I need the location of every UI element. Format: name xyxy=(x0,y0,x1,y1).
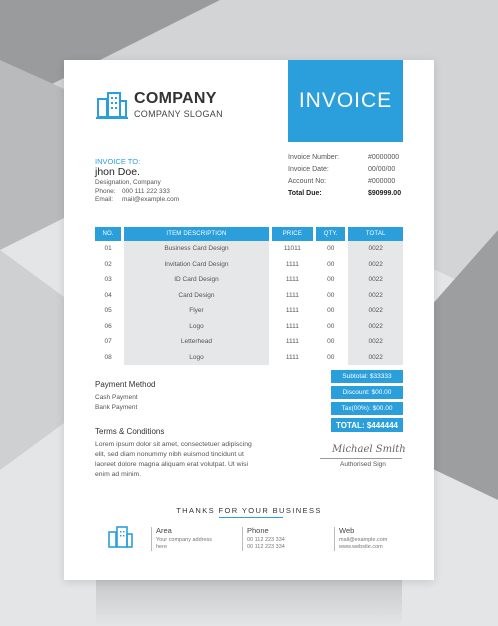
header-description: ITEM DESCRIPTION xyxy=(124,227,268,241)
table-row xyxy=(95,241,403,257)
building-logo-icon xyxy=(96,91,128,119)
footer-phone-title: Phone xyxy=(247,526,269,535)
row-price: 1111 xyxy=(285,276,299,284)
header-no: NO. xyxy=(95,227,121,241)
row-no: 07 xyxy=(104,338,112,346)
footer-web xyxy=(339,526,387,551)
row-price: 1111 xyxy=(285,322,299,330)
row-price: 1111 xyxy=(285,307,299,315)
row-description: Business Card Design xyxy=(124,241,268,257)
payment-method-title: Payment Method xyxy=(95,380,156,389)
footer-area-line2: here xyxy=(156,544,168,550)
company-name: COMPANY xyxy=(134,90,217,107)
total-due-label: Total Due: xyxy=(288,190,322,197)
row-total: 0022 xyxy=(348,319,403,335)
row-no: 08 xyxy=(104,353,112,361)
row-description: Letterhead xyxy=(124,334,268,350)
row-no: 05 xyxy=(104,307,112,315)
paper-shadow xyxy=(96,580,402,626)
row-total: 0022 xyxy=(348,334,403,350)
client-email-label: Email: xyxy=(95,196,114,203)
footer-area xyxy=(156,526,212,551)
row-total: 0022 xyxy=(348,272,403,288)
row-price: 1111 xyxy=(285,260,299,268)
signature-label: Authorised Sign xyxy=(340,461,386,468)
table-row xyxy=(95,334,403,350)
footer-web-title: Web xyxy=(339,526,355,535)
row-no: 06 xyxy=(104,322,112,330)
row-total: 0022 xyxy=(348,257,403,273)
invoice-title-box xyxy=(288,60,403,142)
table-header-row xyxy=(95,227,403,241)
table-row xyxy=(95,272,403,288)
invoice-title: INVOICE xyxy=(298,89,393,112)
signature-line xyxy=(320,458,402,459)
table-row xyxy=(95,303,403,319)
row-price: 1111 xyxy=(285,338,299,346)
row-price: 1111 xyxy=(285,353,299,361)
header-qty: QTY. xyxy=(316,227,345,241)
invoice-date-label: Invoice Date: xyxy=(288,166,329,173)
invoice-date-value: 00/00/00 xyxy=(368,166,396,173)
row-description: Invitation Card Design xyxy=(124,257,268,273)
discount-box: Discount: $00.00 xyxy=(331,386,403,399)
footer-web-email: mail@example.com xyxy=(339,537,388,543)
account-no-label: Account No: xyxy=(288,178,327,185)
footer-divider xyxy=(334,527,335,551)
total-box: TOTAL: $444444 xyxy=(331,418,403,432)
table-row xyxy=(95,319,403,335)
row-qty: 00 xyxy=(327,260,335,268)
footer-phone xyxy=(247,526,285,551)
footer-phone-line2: 00 112 223 334 xyxy=(247,544,285,550)
invoice-meta-values xyxy=(368,152,401,200)
table-row xyxy=(95,288,403,304)
client-phone-label: Phone: xyxy=(95,187,116,195)
payment-method-list xyxy=(95,393,138,413)
row-description: Logo xyxy=(124,350,268,366)
row-description: Logo xyxy=(124,319,268,335)
row-no: 01 xyxy=(104,245,112,253)
row-total: 0022 xyxy=(348,288,403,304)
row-qty: 00 xyxy=(327,245,335,253)
footer-web-site: www.website.com xyxy=(339,544,383,550)
terms-title: Terms & Conditions xyxy=(95,427,165,436)
row-qty: 00 xyxy=(327,307,335,315)
items-table xyxy=(95,227,403,365)
tax-box: Tax(00%): $00.00 xyxy=(331,402,403,415)
row-description: ID Card Design xyxy=(124,272,268,288)
row-qty: 00 xyxy=(327,291,335,299)
client-email: mail@example.com xyxy=(122,196,180,203)
client-details xyxy=(95,179,179,205)
row-no: 04 xyxy=(104,291,112,299)
client-phone: 000 111 222 333 xyxy=(122,187,170,195)
row-total: 0022 xyxy=(348,350,403,366)
row-description: Card Design xyxy=(124,288,268,304)
row-no: 03 xyxy=(104,276,112,284)
row-total: 0022 xyxy=(348,241,403,257)
building-footer-icon xyxy=(108,526,134,548)
table-row xyxy=(95,257,403,273)
thanks-underline xyxy=(219,517,283,518)
signature: Michael Smith xyxy=(332,444,406,455)
header-total: TOTAL xyxy=(348,227,403,241)
invoice-meta-labels xyxy=(288,152,339,200)
footer-area-title: Area xyxy=(156,526,172,535)
invoice-to-label: INVOICE TO: xyxy=(95,157,141,166)
table-row xyxy=(95,350,403,366)
row-qty: 00 xyxy=(327,322,335,330)
row-no: 02 xyxy=(104,260,112,268)
payment-option-bank: Bank Payment xyxy=(95,404,138,411)
client-designation: Designation, Company xyxy=(95,179,161,186)
row-price: 1111 xyxy=(285,291,299,299)
company-slogan: COMPANY SLOGAN xyxy=(134,109,223,119)
footer-area-line1: Your company address xyxy=(156,537,213,543)
invoice-number-label: Invoice Number: xyxy=(288,154,339,161)
subtotal-box: Subtotal: $33333 xyxy=(331,370,403,383)
header-price: PRICE xyxy=(272,227,313,241)
total-due-value: $90999.00 xyxy=(368,190,402,197)
payment-option-cash: Cash Payment xyxy=(95,394,138,401)
row-qty: 00 xyxy=(327,353,335,361)
footer-divider xyxy=(242,527,243,551)
row-price: 11011 xyxy=(283,245,301,253)
footer-divider xyxy=(151,527,152,551)
terms-text: Lorem ipsum dolor sit amet, consectetuer adipiscing elit, sed diam nonummy nibh euismod tincidunt ut laoreet dolore magna aliquam erat volutpat. Ut wisi enim ad minim. xyxy=(95,441,252,478)
invoice-document xyxy=(64,60,434,580)
account-no-value: #000000 xyxy=(368,178,396,185)
row-total: 0022 xyxy=(348,303,403,319)
client-name: jhon Doe. xyxy=(95,166,140,178)
row-description: Flyer xyxy=(124,303,268,319)
row-qty: 00 xyxy=(327,276,335,284)
invoice-number-value: #0000000 xyxy=(368,154,400,161)
row-qty: 00 xyxy=(327,338,335,346)
thanks-message: THANKS FOR YOUR BUSINESS xyxy=(176,506,322,515)
footer-phone-line1: 00 112 223 334 xyxy=(247,537,285,543)
